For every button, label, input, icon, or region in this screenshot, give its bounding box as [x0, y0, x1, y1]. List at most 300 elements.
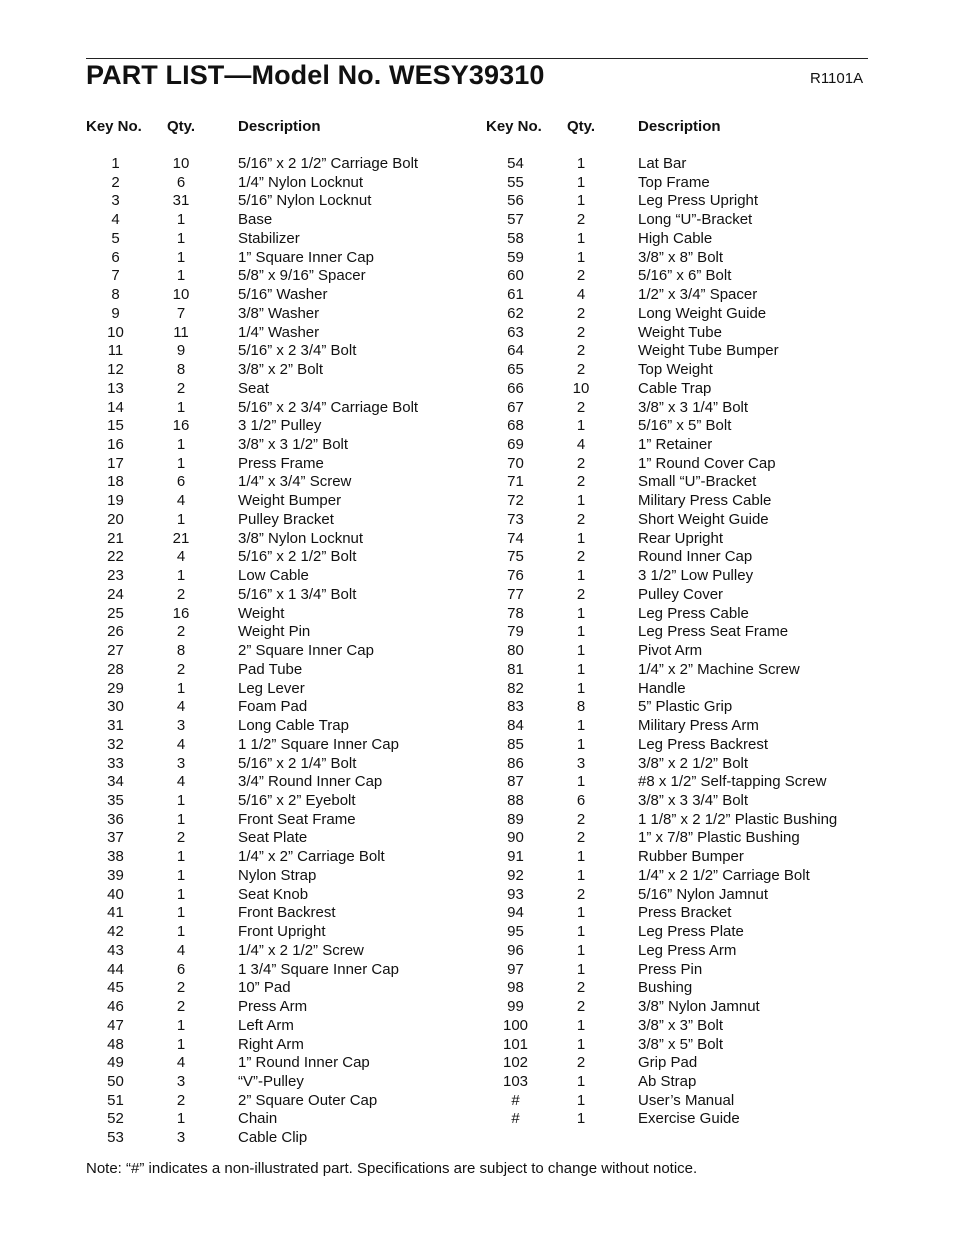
key-no-cell: 35: [107, 791, 124, 809]
qty-cell: 4: [176, 698, 186, 716]
key-no-cell: 54: [507, 155, 524, 172]
description-cell: Pulley Bracket: [238, 510, 334, 528]
key-no-cell: 38: [107, 848, 124, 866]
key-no-cell: 39: [107, 866, 124, 884]
qty-cell: 2: [576, 1054, 586, 1072]
qty-cell: 1: [176, 454, 186, 472]
qty-cell: 8: [176, 361, 186, 379]
description-cell: 3/8” x 3” Bolt: [638, 1016, 724, 1034]
key-no-cell: 83: [507, 698, 524, 716]
key-no-cell: 51: [107, 1091, 124, 1109]
description-cell: Pulley Cover: [638, 585, 724, 603]
key-no-cell: 91: [507, 848, 524, 866]
description-cell: Weight Tube Bumper: [638, 342, 779, 360]
description-cell: Military Press Cable: [638, 492, 772, 510]
key-no-cell: 80: [507, 642, 524, 660]
key-no-cell: 32: [107, 735, 124, 753]
description-cell: 3/8” x 3 3/4” Bolt: [638, 791, 749, 809]
key-no-cell: 55: [507, 173, 524, 191]
qty-cell: 4: [176, 735, 186, 753]
qty-cell: 1: [176, 229, 186, 247]
qty-cell: 4: [176, 548, 186, 566]
key-no-cell: 60: [507, 267, 524, 285]
key-no-cell: 85: [507, 735, 524, 753]
description-cell: Military Press Arm: [638, 717, 759, 735]
key-no-cell: 99: [507, 998, 524, 1016]
qty-cell: 6: [176, 173, 186, 191]
qty-cell: 1: [576, 717, 586, 735]
qty-cell: 1: [576, 1072, 586, 1090]
key-no-cell: 42: [107, 923, 124, 941]
description-cell: Leg Press Cable: [638, 604, 749, 622]
key-no-cell: 65: [507, 361, 524, 379]
qty-cell: 2: [576, 998, 586, 1016]
description-cell: Base: [238, 211, 273, 229]
key-no-cell: 20: [107, 510, 124, 528]
key-no-cell: 33: [107, 754, 124, 772]
qty-cell: 1: [176, 679, 186, 697]
key-no-cell: 8: [111, 286, 120, 304]
description-cell: Long Cable Trap: [238, 717, 349, 735]
description-cell: 3/8” x 3 1/2” Bolt: [238, 436, 349, 454]
description-cell: Weight Pin: [238, 623, 311, 641]
description-cell: 1” x 7/8” Plastic Bushing: [638, 829, 800, 847]
description-cell: Grip Pad: [638, 1054, 698, 1072]
description-cell: 3/8” x 3 1/4” Bolt: [638, 398, 749, 416]
description-cell: Right Arm: [238, 1035, 304, 1053]
description-cell: Lat Bar: [638, 155, 687, 172]
key-no-cell: 15: [107, 417, 124, 435]
key-no-cell: 48: [107, 1035, 124, 1053]
key-no-cell: 92: [507, 866, 524, 884]
qty-cell: 4: [176, 941, 186, 959]
key-no-cell: 56: [507, 192, 524, 210]
key-no-cell: 96: [507, 941, 524, 959]
key-no-cell: 27: [107, 642, 124, 660]
key-no-cell: 88: [507, 791, 524, 809]
qty-cell: 1: [576, 679, 586, 697]
description-cell: Rear Upright: [638, 529, 724, 547]
qty-cell: 1: [576, 192, 586, 210]
description-cell: Leg Lever: [238, 679, 305, 697]
key-no-cell: 45: [107, 979, 124, 997]
description-cell: 3/8” x 2 1/2” Bolt: [638, 754, 749, 772]
description-cell: 1/4” x 2” Machine Screw: [638, 660, 800, 678]
qty-cell: 11: [173, 323, 189, 341]
qty-cell: 3: [176, 717, 186, 735]
qty-cell: 1: [576, 492, 586, 510]
qty-cell: 1: [176, 248, 186, 266]
key-no-cell: 82: [507, 679, 524, 697]
description-cell: Nylon Strap: [238, 866, 317, 884]
qty-cell: 2: [576, 267, 586, 285]
qty-cell: 4: [576, 436, 586, 454]
key-no-cell: 25: [107, 604, 124, 622]
qty-cell: 2: [576, 885, 586, 903]
description-cell: Press Arm: [238, 998, 308, 1016]
qty-cell: 2: [576, 211, 586, 229]
description-cell: 5/16” x 5” Bolt: [638, 417, 732, 435]
key-no-cell: 62: [507, 304, 524, 322]
qty-cell: 1: [576, 735, 586, 753]
key-no-cell: 98: [507, 979, 524, 997]
qty-cell: 1: [576, 229, 586, 247]
key-no-cell: 47: [107, 1016, 124, 1034]
description-cell: 3 1/2” Low Pulley: [638, 567, 754, 585]
description-cell: Pivot Arm: [638, 642, 703, 660]
qty-cell: 1: [576, 866, 586, 884]
qty-cell: 6: [176, 960, 186, 978]
qty-cell: 2: [576, 304, 586, 322]
key-no-cell: 2: [111, 173, 120, 191]
qty-cell: 1: [576, 904, 586, 922]
qty-cell: 2: [176, 979, 186, 997]
description-cell: 3/8” x 2” Bolt: [238, 361, 324, 379]
description-cell: Pad Tube: [238, 660, 303, 678]
description-cell: Front Backrest: [238, 904, 336, 922]
key-no-cell: 63: [507, 323, 524, 341]
description-cell: Seat Plate: [238, 829, 308, 847]
qty-cell: 1: [576, 248, 586, 266]
qty-cell: 2: [576, 829, 586, 847]
description-cell: Top Frame: [638, 173, 710, 191]
key-no-cell: 4: [111, 211, 120, 229]
key-no-cell: 46: [107, 998, 124, 1016]
key-no-cell: 93: [507, 885, 524, 903]
qty-cell: 1: [176, 398, 186, 416]
qty-cell: 4: [176, 1054, 186, 1072]
qty-cell: 1: [576, 1035, 586, 1053]
description-cell: Weight Tube: [638, 323, 722, 341]
description-cell: Press Frame: [238, 454, 324, 472]
key-no-cell: 73: [507, 510, 524, 528]
key-no-cell: 61: [507, 286, 524, 304]
description-cell: Leg Press Seat Frame: [638, 623, 789, 641]
qty-cell: 2: [176, 829, 186, 847]
key-no-cell: 94: [507, 904, 524, 922]
qty-cell: 2: [576, 548, 586, 566]
description-cell: 1/4” Washer: [238, 323, 320, 341]
description-cell: 5” Plastic Grip: [638, 698, 733, 716]
description-cell: #8 x 1/2” Self-tapping Screw: [638, 773, 827, 791]
qty-cell: 2: [176, 998, 186, 1016]
description-cell: Leg Press Arm: [638, 941, 737, 959]
description-cell: 5/16” Washer: [238, 286, 328, 304]
key-no-cell: 78: [507, 604, 524, 622]
qty-cell: 1: [176, 791, 186, 809]
qty-cell: 16: [172, 604, 190, 622]
description-cell: Exercise Guide: [638, 1110, 740, 1128]
key-no-cell: 71: [507, 473, 524, 491]
qty-cell: 31: [172, 192, 190, 210]
key-no-cell: 86: [507, 754, 524, 772]
description-cell: Seat Knob: [238, 885, 309, 903]
key-no-cell: 16: [107, 436, 124, 454]
description-cell: 1 3/4” Square Inner Cap: [238, 960, 399, 978]
key-no-cell: 10: [107, 323, 124, 341]
description-cell: 1/4” x 3/4” Screw: [238, 473, 352, 491]
key-no-cell: 64: [507, 342, 524, 360]
description-cell: 5/16” x 6” Bolt: [638, 267, 732, 285]
description-cell: 1/4” x 2” Carriage Bolt: [238, 848, 385, 866]
key-no-cell: 44: [107, 960, 124, 978]
description-cell: 5/16” x 2” Eyebolt: [238, 791, 356, 809]
footnote: Note: “#” indicates a non-illustrated part. Specifications are subject to change without notice.: [86, 1160, 698, 1177]
key-no-cell: 24: [107, 585, 124, 603]
qty-cell: 1: [176, 885, 186, 903]
description-cell: Leg Press Plate: [638, 923, 744, 941]
key-no-cell: 1: [111, 155, 120, 172]
description-cell: Press Pin: [638, 960, 703, 978]
description-cell: 1/4” Nylon Locknut: [238, 173, 364, 191]
description-cell: Cable Clip: [238, 1129, 308, 1147]
key-no-cell: 97: [507, 960, 524, 978]
qty-cell: 1: [576, 1016, 586, 1034]
description-cell: Chain: [238, 1110, 278, 1128]
description-cell: Long “U”-Bracket: [638, 211, 753, 229]
key-no-cell: 11: [107, 342, 124, 360]
qty-cell: 1: [576, 1110, 586, 1128]
page-title: PART LIST—Model No. WESY39310: [86, 60, 545, 90]
qty-cell: 1: [176, 267, 186, 285]
description-cell: Top Weight: [638, 361, 713, 379]
qty-cell: 10: [572, 379, 590, 397]
description-cell: 1 1/2” Square Inner Cap: [238, 735, 399, 753]
qty-cell: 1: [176, 211, 186, 229]
key-no-cell: 3: [111, 192, 120, 210]
qty-cell: 2: [576, 473, 586, 491]
qty-cell: 2: [576, 323, 586, 341]
qty-cell: 6: [176, 473, 186, 491]
qty-cell: 1: [576, 960, 586, 978]
document-code: R1101A: [810, 70, 864, 87]
qty-cell: 2: [176, 585, 186, 603]
description-cell: 3/8” x 8” Bolt: [638, 248, 724, 266]
qty-cell: 4: [176, 492, 186, 510]
key-no-cell: 57: [507, 211, 524, 229]
description-cell: 5/16” x 2 1/2” Carriage Bolt: [238, 155, 419, 172]
qty-cell: 10: [172, 286, 190, 304]
key-no-cell: 37: [107, 829, 124, 847]
description-cell: Handle: [638, 679, 686, 697]
key-no-cell: 40: [107, 885, 124, 903]
key-no-cell: 34: [107, 773, 124, 791]
qty-cell: 2: [576, 810, 586, 828]
qty-cell: 1: [176, 510, 186, 528]
key-no-cell: 26: [107, 623, 124, 641]
key-no-cell: 17: [107, 454, 124, 472]
key-no-cell: 84: [507, 717, 524, 735]
key-no-cell: 74: [507, 529, 524, 547]
qty-cell: 3: [176, 1072, 186, 1090]
description-cell: 5/16” Nylon Jamnut: [638, 885, 769, 903]
key-no-cell: 69: [507, 436, 524, 454]
key-no-cell: 6: [111, 248, 120, 266]
header-qty: Qty.: [567, 118, 596, 135]
description-cell: Front Upright: [238, 923, 326, 941]
qty-cell: 1: [176, 848, 186, 866]
key-no-cell: 70: [507, 454, 524, 472]
qty-cell: 4: [576, 286, 586, 304]
qty-cell: 3: [576, 754, 586, 772]
qty-cell: 1: [576, 773, 586, 791]
header-key-no: Key No.: [86, 118, 142, 135]
description-cell: 2” Square Outer Cap: [238, 1091, 378, 1109]
qty-cell: 10: [172, 155, 190, 172]
description-cell: 10” Pad: [238, 979, 291, 997]
key-no-cell: 76: [507, 567, 524, 585]
description-cell: Weight: [238, 604, 285, 622]
qty-cell: 1: [176, 567, 186, 585]
qty-cell: 1: [176, 904, 186, 922]
key-no-cell: 29: [107, 679, 124, 697]
description-cell: Left Arm: [238, 1016, 294, 1034]
qty-cell: 1: [176, 1035, 186, 1053]
key-no-cell: 52: [107, 1110, 124, 1128]
key-no-cell: 68: [507, 417, 524, 435]
key-no-cell: 103: [502, 1072, 529, 1090]
description-cell: 5/16” x 2 3/4” Bolt: [238, 342, 357, 360]
key-no-cell: 50: [107, 1072, 124, 1090]
key-no-cell: 72: [507, 492, 524, 510]
key-no-cell: 43: [107, 941, 124, 959]
description-cell: 5/16” Nylon Locknut: [238, 192, 372, 210]
top-rule: [86, 58, 868, 59]
qty-cell: 16: [172, 417, 190, 435]
key-no-cell: 75: [507, 548, 524, 566]
description-cell: 3/4” Round Inner Cap: [238, 773, 383, 791]
qty-cell: 3: [176, 1129, 186, 1147]
header-key-no: Key No.: [486, 118, 542, 135]
key-no-cell: 102: [502, 1054, 529, 1072]
key-no-cell: 14: [107, 398, 124, 416]
description-cell: Low Cable: [238, 567, 309, 585]
qty-cell: 1: [576, 923, 586, 941]
qty-cell: 1: [576, 529, 586, 547]
description-cell: “V”-Pulley: [238, 1072, 304, 1090]
description-cell: 5/16” x 1 3/4” Bolt: [238, 585, 357, 603]
key-no-cell: 23: [107, 567, 124, 585]
key-no-cell: 101: [502, 1035, 529, 1053]
qty-cell: 1: [176, 810, 186, 828]
header-description: Description: [238, 118, 321, 135]
qty-cell: 2: [176, 623, 186, 641]
qty-cell: 2: [176, 1091, 186, 1109]
key-no-cell: 30: [107, 698, 124, 716]
description-cell: Long Weight Guide: [638, 304, 767, 322]
description-cell: Seat: [238, 379, 269, 397]
key-no-cell: 100: [502, 1016, 529, 1034]
qty-cell: 1: [576, 604, 586, 622]
qty-cell: 21: [172, 529, 190, 547]
description-cell: 1/2” x 3/4” Spacer: [638, 286, 758, 304]
description-cell: 3/8” Nylon Jamnut: [638, 998, 760, 1016]
description-cell: 1” Square Inner Cap: [238, 248, 374, 266]
description-cell: 1” Retainer: [638, 436, 713, 454]
qty-cell: 1: [576, 660, 586, 678]
qty-cell: 1: [576, 1091, 586, 1109]
description-cell: Ab Strap: [638, 1072, 697, 1090]
description-cell: Bushing: [638, 979, 693, 997]
description-cell: 5/8” x 9/16” Spacer: [238, 267, 366, 285]
description-cell: 5/16” x 2 1/4” Bolt: [238, 754, 357, 772]
qty-cell: 1: [576, 173, 586, 191]
qty-cell: 2: [576, 398, 586, 416]
description-cell: Weight Bumper: [238, 492, 342, 510]
qty-cell: 1: [576, 155, 586, 172]
key-no-cell: 79: [507, 623, 524, 641]
qty-cell: 1: [576, 642, 586, 660]
key-no-cell: 21: [107, 529, 124, 547]
qty-cell: 2: [576, 585, 586, 603]
key-no-cell: 66: [507, 379, 524, 397]
description-cell: Rubber Bumper: [638, 848, 744, 866]
qty-cell: 9: [176, 342, 186, 360]
description-cell: Front Seat Frame: [238, 810, 356, 828]
qty-cell: 2: [576, 342, 586, 360]
qty-cell: 2: [176, 660, 186, 678]
description-cell: Leg Press Upright: [638, 192, 759, 210]
qty-cell: 2: [576, 510, 586, 528]
key-no-cell: 89: [507, 810, 524, 828]
key-no-cell: 36: [107, 810, 124, 828]
qty-cell: 7: [176, 304, 186, 322]
key-no-cell: 95: [507, 923, 524, 941]
description-cell: 5/16” x 2 3/4” Carriage Bolt: [238, 398, 419, 416]
qty-cell: 1: [176, 866, 186, 884]
key-no-cell: 59: [507, 248, 524, 266]
description-cell: Cable Trap: [638, 379, 712, 397]
key-no-cell: 12: [107, 361, 124, 379]
key-no-cell: 53: [107, 1129, 124, 1147]
description-cell: Foam Pad: [238, 698, 308, 716]
qty-cell: 1: [576, 623, 586, 641]
description-cell: 5/16” x 2 1/2” Bolt: [238, 548, 357, 566]
description-cell: Leg Press Backrest: [638, 735, 769, 753]
description-cell: 1” Round Cover Cap: [638, 454, 776, 472]
key-no-cell: 13: [107, 379, 124, 397]
description-cell: 1 1/8” x 2 1/2” Plastic Bushing: [638, 810, 838, 828]
key-no-cell: 19: [107, 492, 124, 510]
key-no-cell: #: [511, 1110, 520, 1128]
description-cell: User’s Manual: [638, 1091, 735, 1109]
qty-cell: 6: [576, 791, 586, 809]
qty-cell: 1: [576, 567, 586, 585]
description-cell: Stabilizer: [238, 229, 300, 247]
key-no-cell: 90: [507, 829, 524, 847]
qty-cell: 1: [176, 1016, 186, 1034]
qty-cell: 1: [576, 848, 586, 866]
key-no-cell: 58: [507, 229, 524, 247]
qty-cell: 1: [176, 1110, 186, 1128]
description-cell: Press Bracket: [638, 904, 732, 922]
qty-cell: 1: [576, 941, 586, 959]
description-cell: 1/4” x 2 1/2” Screw: [238, 941, 364, 959]
key-no-cell: 31: [107, 717, 124, 735]
description-cell: Short Weight Guide: [638, 510, 769, 528]
qty-cell: 1: [176, 436, 186, 454]
description-cell: 3 1/2” Pulley: [238, 417, 322, 435]
qty-cell: 8: [576, 698, 586, 716]
key-no-cell: 5: [111, 229, 120, 247]
description-cell: High Cable: [638, 229, 713, 247]
header-description: Description: [638, 118, 721, 135]
description-cell: 1/4” x 2 1/2” Carriage Bolt: [638, 866, 810, 884]
key-no-cell: 49: [107, 1054, 124, 1072]
description-cell: 1” Round Inner Cap: [238, 1054, 370, 1072]
key-no-cell: 77: [507, 585, 524, 603]
key-no-cell: 7: [111, 267, 120, 285]
